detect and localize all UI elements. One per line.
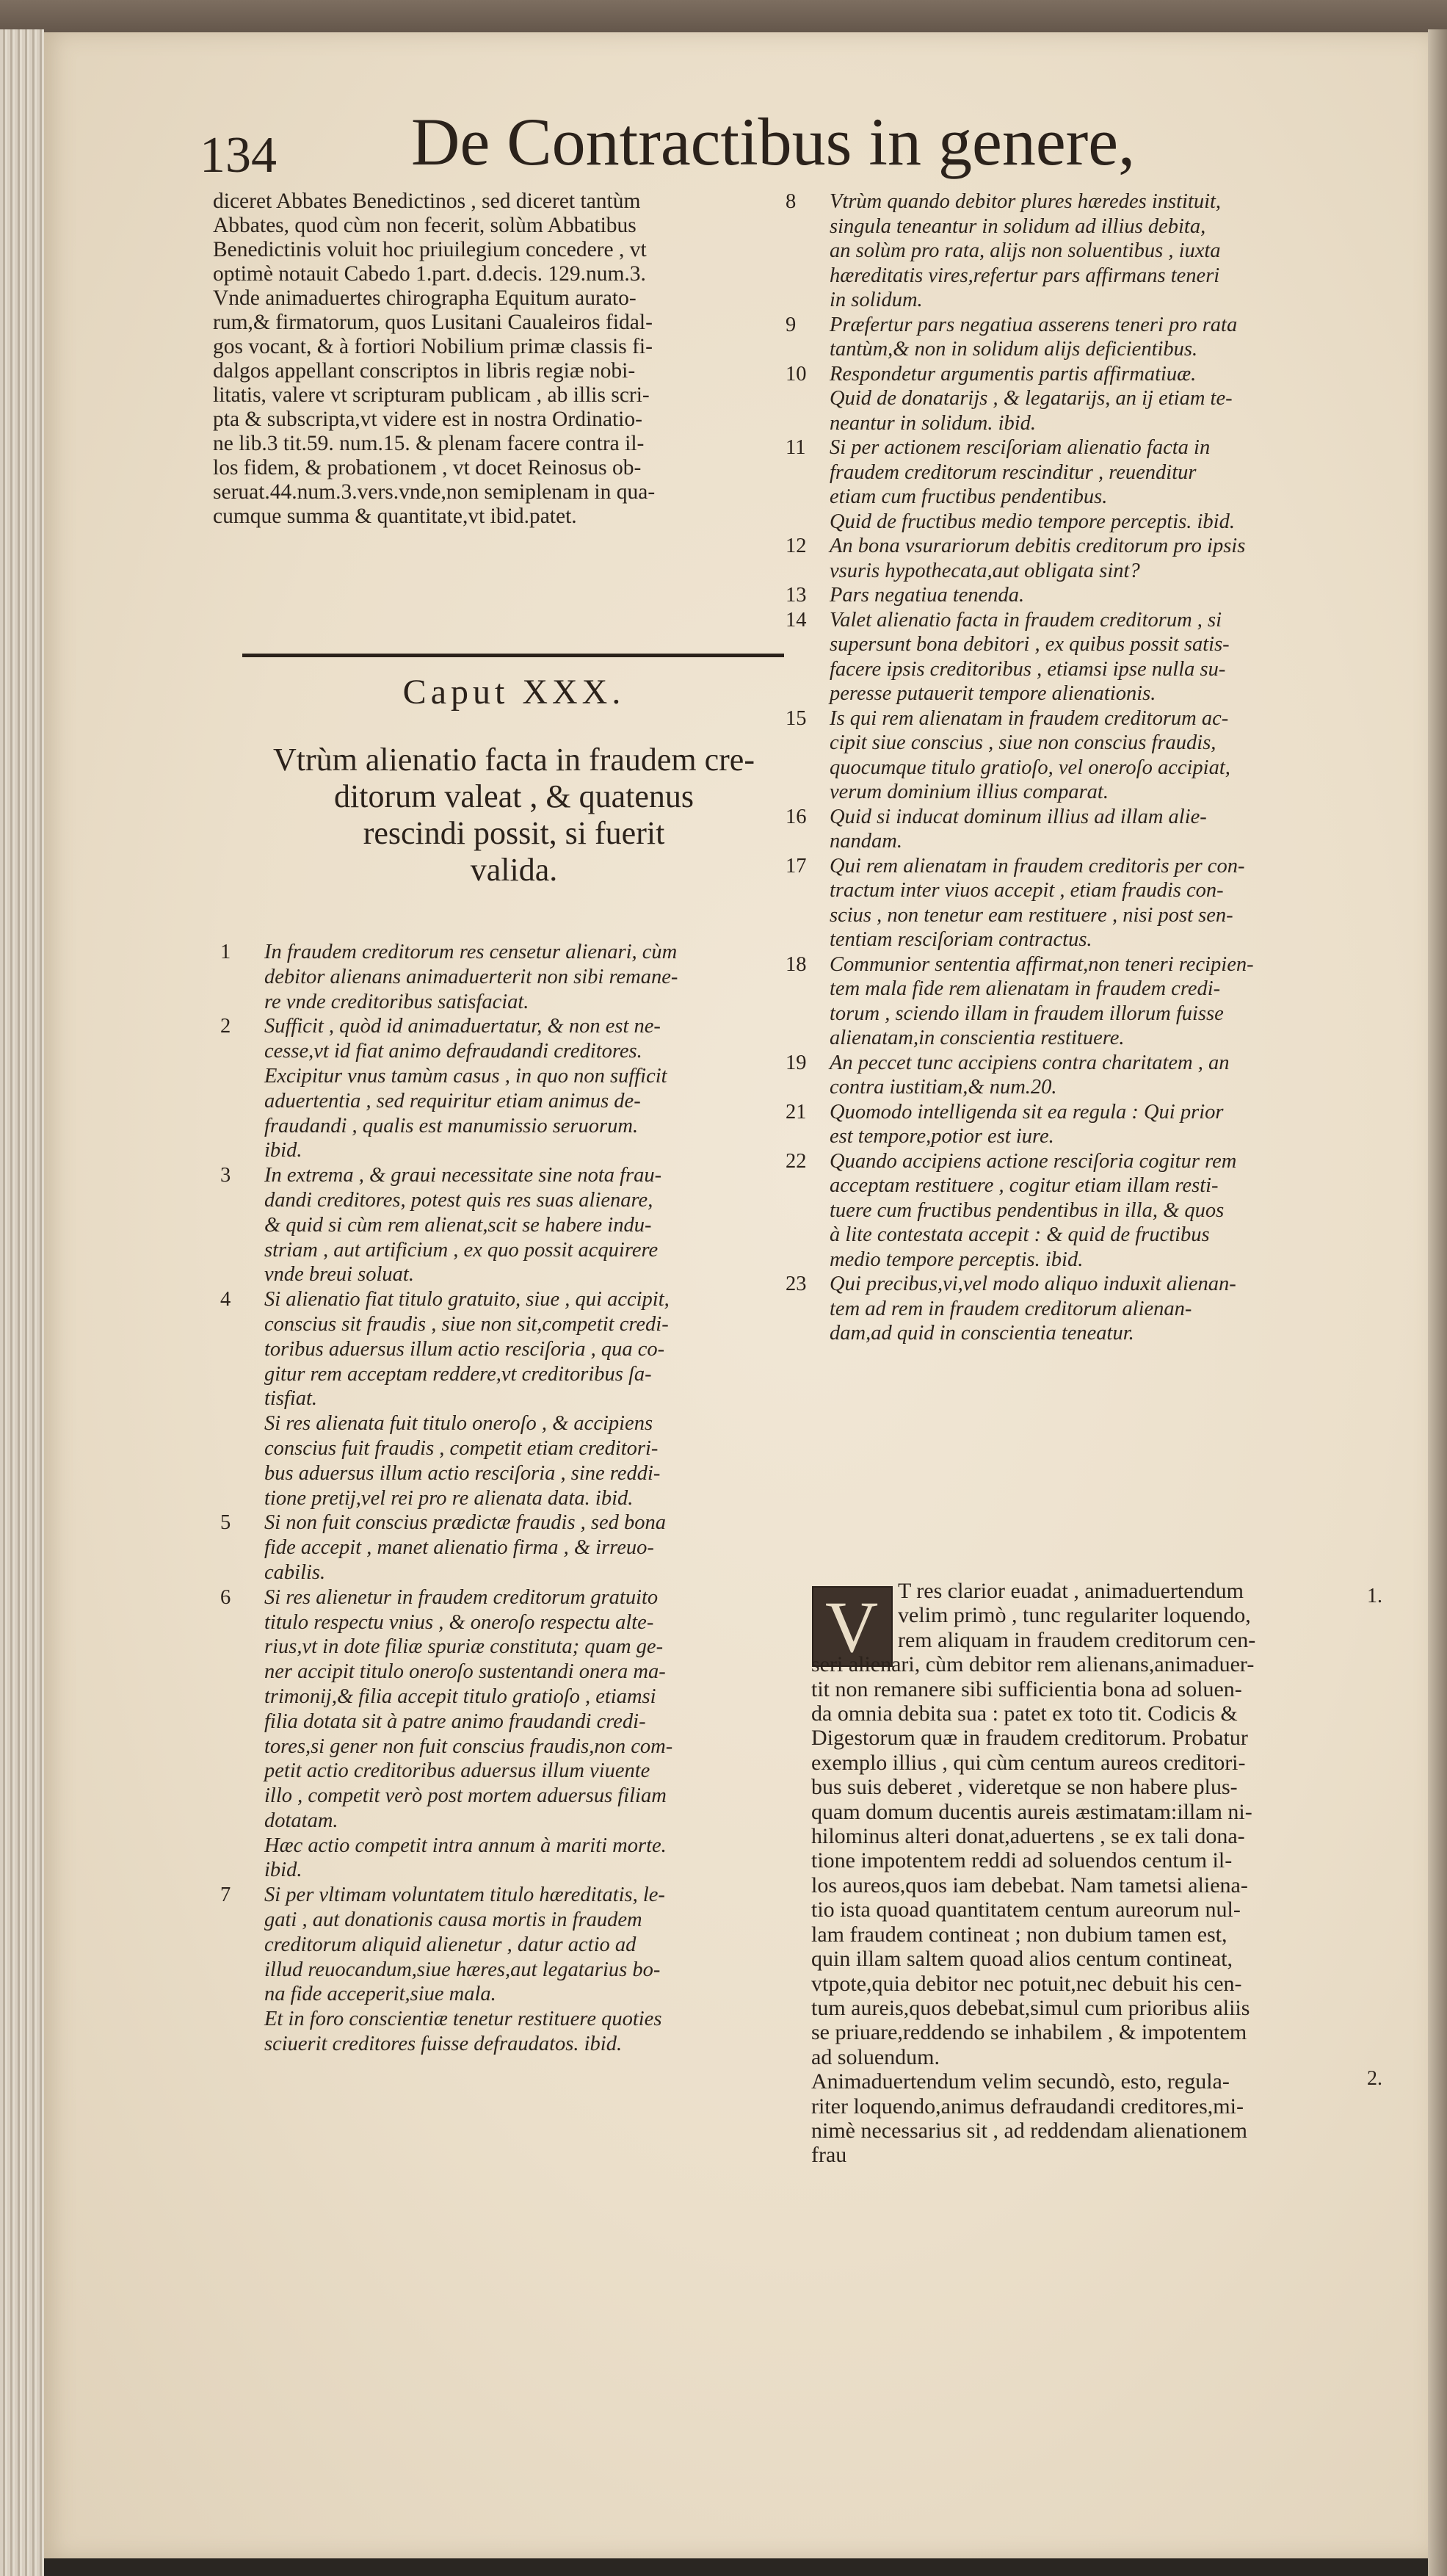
chapter-subtitle [220,742,808,889]
text-line: quin illam saltem quoad alios centum contineat, [811,1947,1233,1972]
summary-number: 8 [786,190,797,213]
margin-number: 1. [1367,1585,1382,1607]
text-line: tores,si gener non fuit conscius fraudis,non com- [264,1734,673,1758]
text-line: singula teneantur in solidum ad illius debita, [830,214,1206,238]
text-line: dandi creditores, potest quis res suas alienare, [264,1188,653,1212]
text-line: Vtrùm quando debitor plures hæredes instituit, [830,190,1222,213]
text-line: tantùm,& non in solidum alijs deficientibus. [830,338,1198,361]
summary-number: 17 [786,854,807,878]
text-line: optimè notauit Cabedo 1.part. d.decis. 129.num.3. [213,262,646,286]
text-line: striam , aut artificium , ex quo possit acquirere [264,1238,659,1262]
text-line: tit non remanere sibi sufficientia bona ad soluen- [811,1676,1242,1701]
text-line: Valet alienatio facta in fraudem creditorum , si [830,608,1222,632]
text-line: ibid. [264,1139,302,1162]
text-line: aduertentia , sed requiritur etiam animus de- [264,1089,641,1112]
text-line: bus suis deberet , videretque se non habere plus- [811,1775,1238,1800]
summary-item [220,1883,808,2057]
text-line: dotatam. [264,1809,338,1832]
drop-capital-letter: V [825,1586,879,1668]
text-line: alienatam,in conscientia restituere. [830,1027,1125,1049]
text-line: los aureos,quos iam debebat. Nam tametsi aliena- [811,1873,1248,1897]
text-line: tem mala fide rem alienatam in fraudem credi- [830,977,1221,1000]
text-line: vsuris hypothecata,aut obligata sint? [830,559,1140,582]
text-line: ne lib.3 tit.59. num.15. & plenam facere contra il- [213,432,645,455]
text-line: ner accipit titulo oneroſo sustentandi onera ma- [264,1660,666,1684]
text-line: sciuerit creditores fuisse defraudatos. ibid. [264,2033,623,2056]
text-line: lam fraudem contineat ; non dubium tamen est, [811,1922,1227,1947]
text-line: Si alienatio fiat titulo gratuito, siue , qui accipit, [264,1288,670,1311]
text-line: tum aureis,quos debebat,simul cum prioribus aliis [811,1995,1250,2020]
text-line: Præfertur pars negatiua asserens teneri pro rata [830,313,1238,336]
text-line: Si non fuit conscius prædictæ fraudis , sed bona [264,1511,667,1535]
summary-item [786,534,1388,583]
summary-number: 13 [786,584,807,607]
text-line: Qui precibus,vi,vel modo aliquo induxit alienan- [830,1273,1236,1295]
text-line: Benedictinis voluit hoc priuilegium concedere , vt [213,238,647,261]
summary-item [786,608,1388,706]
text-line: ibid. [264,1859,302,1882]
text-line: vtpote,quia debitor nec potuit,nec debuit his cen- [811,1971,1242,1996]
text-line: neantur in solidum. ibid. [830,411,1037,435]
summary-number: 3 [220,1164,231,1187]
text-line: los fidem, & probationem , vt docet Reinosus ob- [213,456,642,480]
text-line: facere ipsis creditoribus , etiamsi ipse nulla su- [830,657,1226,681]
text-line: Si res alienetur in fraudem creditorum gratuito [264,1585,659,1609]
text-line: torum , sciendo illam in fraudem illorum fuisse [830,1002,1224,1025]
text-line: An peccet tunc accipiens contra charitatem , an [830,1051,1230,1074]
text-line: acceptam restituere , cogitur etiam illam resti- [830,1174,1219,1197]
text-line: Quid si inducat dominum illius ad illam alie- [830,805,1207,828]
text-line: Respondetur argumentis partis affirmatiuæ. [830,362,1197,386]
text-line: exemplo illius , qui cùm centum aureos creditori- [811,1750,1246,1775]
text-line: Is qui rem alienatam in fraudem creditorum ac- [830,706,1229,730]
text-line: frau [811,2143,847,2168]
text-line: Quomodo intelligenda sit ea regula : Qui prior [830,1100,1224,1124]
summary-item [786,435,1388,534]
text-line: re vnde creditoribus satisfaciat. [264,990,529,1013]
summary-item [786,189,1388,313]
text-line: Digestorum quæ in fraudem creditorum. Probatur [811,1726,1248,1751]
summary-number: 18 [786,952,807,976]
text-line: gati , aut donationis causa mortis in fraudem [264,1909,642,1932]
summary-number: 1 [220,941,231,963]
text-line: conscius fuit fraudis , competit etiam creditori- [264,1436,659,1460]
text-line: ditorum valeat , & quatenus [334,778,694,814]
text-line: T res clarior euadat , animaduertendum [898,1579,1244,1603]
text-line: cumque summa & quantitate,vt ibid.patet. [213,504,577,528]
text-line: cesse,vt id fiat animo defraudandi creditores. [264,1040,642,1063]
text-line: à lite contestata accepit : & quid de fructibus [830,1223,1210,1246]
text-line: cipit siue conscius , siue non conscius fraudis, [830,731,1216,754]
summary-number: 7 [220,1884,231,1907]
text-line: seri alienari, cùm debitor rem alienans,animaduer- [811,1652,1255,1677]
summary-number: 16 [786,805,807,828]
text-line: Abbates, quod cùm non fecerit, solùm Abbatibus [213,214,637,237]
summary-item [220,1163,808,1287]
binding-edge [1428,29,1447,2576]
text-line: rescindi possit, si fuerit [363,815,665,851]
summary-number: 2 [220,1015,231,1038]
text-line: filia dotata sit à patre animo fraudandi credi- [264,1710,646,1733]
text-line: rum,& firmatorum, quos Lusitani Caualeiros fidal- [213,311,653,334]
text-line: valida. [470,852,558,888]
summary-number: 19 [786,1051,807,1074]
text-line: In extrema , & graui necessitate sine nota frau- [264,1164,662,1187]
summary-number: 11 [786,436,806,459]
text-line: fraudandi , qualis est manumissio seruorum. [264,1114,639,1137]
section-divider [242,654,784,657]
text-line: Pars negatiua tenenda. [830,584,1025,607]
text-line: titulo respectu vnius , & oneroſo respectu alte- [264,1610,654,1634]
text-line: etiam cum fructibus pendentibus. [830,485,1108,508]
text-line: rius,vt in dote filiæ spuriæ constituta; quam ge- [264,1635,664,1659]
text-line: Vnde animaduertes chirographa Equitum aurato- [213,286,637,310]
running-title: De Contractibus in genere, [411,104,1136,179]
body-text [811,1579,1362,2168]
summary-number: 4 [220,1288,231,1311]
summary-right [786,189,1388,1346]
text-line: Excipitur vnus tamùm casus , in quo non sufficit [264,1064,667,1088]
text-line: est tempore,potior est iure. [830,1125,1054,1148]
summary-number: 15 [786,706,807,730]
text-line: gitur rem acceptam reddere,vt creditoribus ſa- [264,1362,652,1386]
page-number: 134 [200,127,277,184]
summary-item [786,1051,1388,1100]
text-line: litatis, valere vt scripturam publicam , ab illis scri- [213,383,650,407]
text-line: tione pretij,vel rei pro re alienata data. ibid. [264,1486,634,1510]
text-line: tem ad rem in fraudem creditorum alienan- [830,1297,1192,1320]
text-line: illo , competit verò post mortem aduersus filiam [264,1784,667,1808]
text-line: dalgos appellant conscriptos in libris regiæ nobi- [213,359,636,383]
text-line: tentiam resciſoriam contractus. [830,928,1092,951]
text-line: rem aliquam in fraudem creditorum cen- [898,1627,1256,1652]
text-line: quocumque titulo gratioſo, vel oneroſo accipiat, [830,756,1230,779]
text-line: verum dominium illius comparat. [830,781,1109,803]
text-line: Quid de fructibus medio tempore perceptis. ibid. [830,510,1235,533]
text-line: riter loquendo,animus defraudandi creditores,mi- [811,2094,1244,2119]
text-line: Hæc actio competit intra annum à mariti morte. [264,1834,667,1857]
text-line: conscius sit fraudis , siue non sit,competit credi- [264,1312,669,1336]
text-line: Vtrùm alienatio facta in fraudem cre- [272,742,755,778]
text-line: scius , non tenetur eam restituere , nisi post sen- [830,903,1233,927]
text-line: In fraudem creditorum res censetur alienari, cùm [264,941,678,963]
text-line: nandam. [830,830,902,853]
text-line: dam,ad quid in conscientia teneatur. [830,1322,1134,1345]
text-line: tisfiat. [264,1387,318,1411]
text-line: gos vocant, & à fortiori Nobilium primæ classis fi- [213,335,653,358]
text-line: velim primò , tunc regulariter loquendo, [898,1603,1251,1628]
summary-number: 5 [220,1511,231,1535]
text-line: contra iustitiam,& num.20. [830,1076,1057,1099]
text-line: an solùm pro rata, alijs non soluentibus , iuxta [830,239,1221,262]
text-line: Si per vltimam voluntatem titulo hæreditatis, le- [264,1884,665,1907]
text-line: diceret Abbates Benedictinos , sed diceret tantùm [213,189,641,213]
text-line: & quid si cùm rem alienat,scit se habere indu- [264,1213,652,1237]
text-line: medio tempore perceptis. ibid. [830,1248,1084,1271]
text-line: fide accepit , manet alienatio firma , & irreuo- [264,1536,654,1560]
summary-item [786,313,1388,362]
text-line: petit actio creditoribus aduersus illum viuente [264,1759,650,1783]
text-line: Qui rem alienatam in fraudem creditoris per con- [830,854,1245,878]
left-column-text [213,189,800,529]
text-line: Quando accipiens actione resciſoria cogitur rem [830,1149,1237,1173]
summary-number: 23 [786,1273,807,1295]
text-line: Si res alienata fuit titulo oneroſo , & accipiens [264,1412,653,1436]
summary-number: 21 [786,1100,807,1124]
text-line: bus aduersus illum actio resciſoria , sine reddi- [264,1461,661,1485]
text-line: tio ista quoad quantitatem centum aureorum nul- [811,1897,1241,1922]
summary-number: 12 [786,535,807,557]
text-line: creditorum aliquid alienetur , datur actio ad [264,1933,637,1956]
text-line: trimonij,& filia accepit titulo gratioſo , etiamsi [264,1685,656,1708]
text-line: supersunt bona debitori , ex quibus possit satis- [830,633,1230,656]
summary-item [786,805,1388,854]
text-line: An bona vsurariorum debitis creditorum pro ipsis [830,535,1246,557]
summary-item [220,1510,808,1585]
text-line: Animaduertendum velim secundò, esto, regula- [811,2069,1230,2094]
text-line: Communior sententia affirmat,non teneri recipien- [830,952,1254,976]
summary-number: 9 [786,313,797,336]
text-line: se priuare,reddendo se inhabilem , & impotentem [811,2020,1247,2045]
summary-item [786,706,1388,805]
text-line: hilominus alteri donat,aduertens , se ex tali dona- [811,1824,1245,1849]
text-line: tione impotentem reddi ad soluendos centum il- [811,1848,1233,1873]
text-line: seruat.44.num.3.vers.vnde,non semiplenam in qua- [213,480,656,504]
text-line: peresse putauerit tempore alienationis. [830,682,1156,705]
summary-item [220,940,808,1014]
summary-number: 14 [786,608,807,632]
summary-item [786,1100,1388,1149]
summary-left [220,940,808,2057]
summary-item [786,583,1388,608]
text-line: quam domum ducentis aureis æstimatam:illam ni- [811,1799,1252,1824]
summary-item [220,1585,808,1884]
text-line: debitor alienans animaduerterit non sibi remane- [264,965,678,988]
summary-item [786,362,1388,436]
text-line: da omnia debita sua : patet ex toto tit. Codicis & [811,1701,1238,1726]
margin-number: 2. [1367,2067,1382,2090]
summary-item [220,1014,808,1163]
text-line: tractum inter viuos accepit , etiam fraudis con- [830,879,1224,902]
text-line: cabilis. [264,1560,326,1584]
text-line: in solidum. [830,289,923,311]
text-line: Sufficit , quòd id animaduertatur, & non est ne- [264,1015,661,1038]
text-line: Et in foro conscientiæ tenetur restituere quoties [264,2008,662,2031]
summary-item [220,1287,808,1510]
page-stack-edge [0,29,44,2576]
summary-number: 10 [786,362,807,386]
text-line: ad soluendum. [811,2044,940,2069]
text-line: illud reuocandum,siue hæres,aut legatarius bo- [264,1958,661,1981]
text-line: tuere cum fructibus pendentibus in illa, & quos [830,1198,1225,1222]
text-line: Quid de donatarijs , & legatarijs, an ij etiam te- [830,387,1233,410]
text-line: fraudem creditorum rescinditur , reuenditur [830,460,1197,484]
text-line: na fide acceperit,siue mala. [264,1983,496,2006]
text-line: toribus aduersus illum actio resciſoria , qua co- [264,1337,665,1361]
text-line: vnde breui soluat. [264,1263,414,1287]
summary-number: 22 [786,1149,807,1173]
summary-item [786,1272,1388,1346]
chapter-title: Caput XXX. [402,673,625,712]
text-line: hæreditatis vires,refertur pars affirmans teneri [830,264,1220,287]
text-line: Si per actionem resciſoriam alienatio facta in [830,436,1211,459]
summary-item [786,952,1388,1051]
text-line: pta & subscripta,vt videre est in nostra Ordinatio- [213,408,642,431]
summary-number: 6 [220,1585,231,1609]
text-line: nimè necessarius sit , ad reddendam alienationem [811,2118,1247,2143]
summary-item [786,854,1388,952]
summary-item [786,1149,1388,1273]
